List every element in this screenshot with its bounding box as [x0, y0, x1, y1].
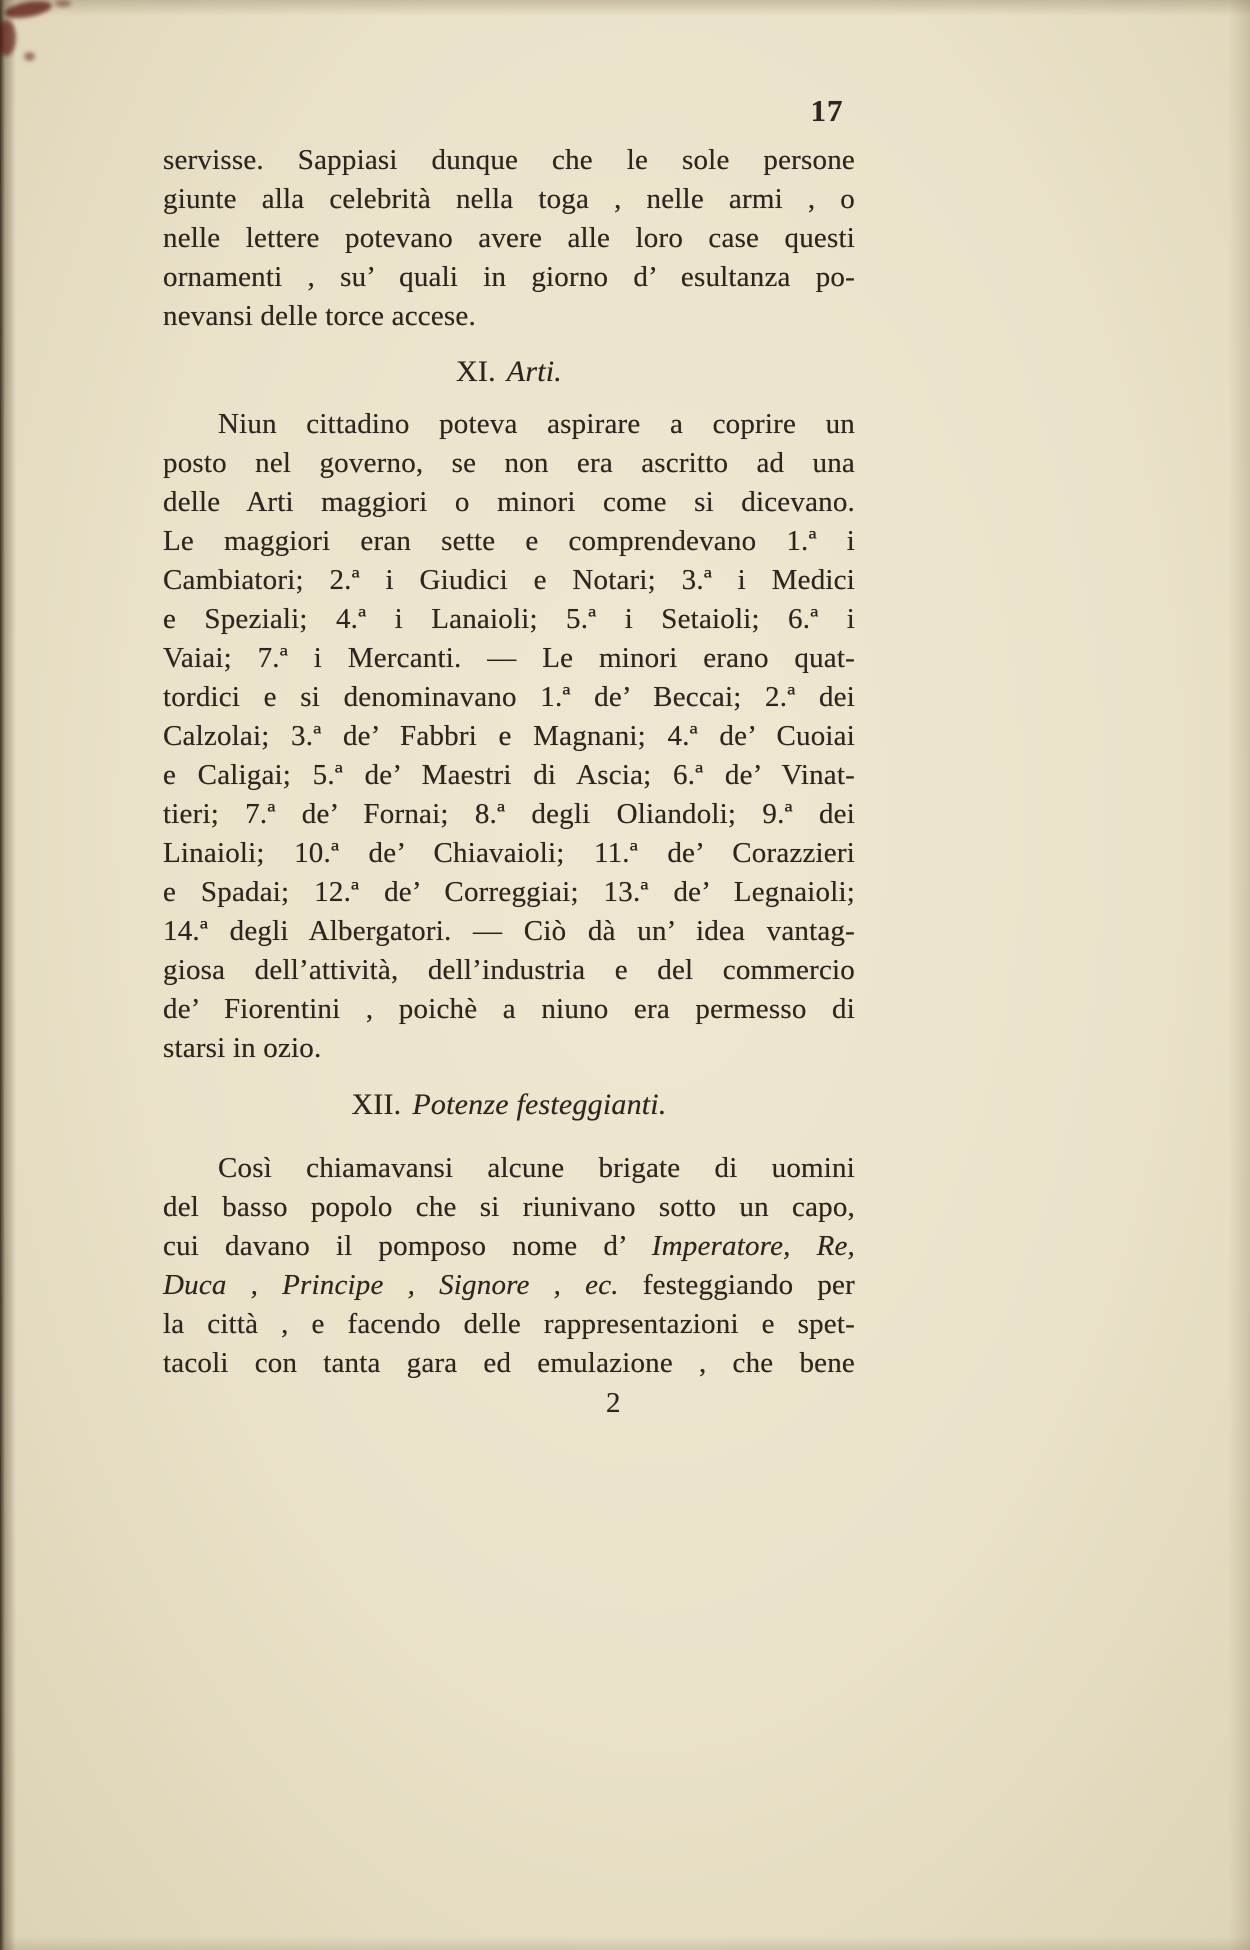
section-heading-potenze	[163, 1085, 855, 1125]
text-line	[163, 141, 855, 180]
text-line	[163, 483, 855, 522]
page-number: 17	[810, 93, 844, 128]
text-segment: de’ Fiorentini , poichè a niuno era permesso di	[163, 993, 855, 1025]
text-line	[163, 297, 855, 336]
section-heading-arti	[163, 352, 855, 392]
text-line	[163, 1227, 855, 1266]
text-line	[163, 873, 855, 912]
section-number: XI.	[456, 355, 496, 388]
text-line	[163, 522, 855, 561]
text-line	[163, 1029, 855, 1068]
paragraph-potenze-festeggianti	[163, 1149, 855, 1383]
text-segment: Vaiai; 7.ª i Mercanti. — Le minori erano quat-	[163, 642, 855, 674]
text-line	[163, 600, 855, 639]
text-line	[163, 219, 855, 258]
text-segment: festeggiando per	[618, 1269, 855, 1301]
text-segment: tieri; 7.ª de’ Fornai; 8.ª degli Oliandoli; 9.ª dei	[163, 798, 855, 830]
text-line	[163, 756, 855, 795]
text-segment: giunte alla celebrità nella toga , nelle armi , o	[163, 183, 855, 215]
text-segment: posto nel governo, se non era ascritto ad una	[163, 447, 855, 479]
text-segment: giosa dell’attività, dell’industria e del commercio	[163, 954, 855, 986]
text-line	[163, 258, 855, 297]
text-line	[163, 795, 855, 834]
italic-text-segment: Duca , Principe , Signore , ec.	[163, 1269, 619, 1301]
text-line	[163, 405, 855, 444]
paragraph-torce-accese	[163, 141, 855, 336]
text-segment: delle Arti maggiori o minori come si dicevano.	[163, 486, 855, 518]
text-line	[163, 951, 855, 990]
section-title: Arti.	[506, 355, 562, 388]
text-line	[163, 444, 855, 483]
section-number: XII.	[351, 1088, 402, 1121]
text-line	[163, 1149, 855, 1188]
text-line	[163, 639, 855, 678]
text-line	[163, 1188, 855, 1227]
text-line	[163, 1344, 855, 1383]
text-segment: Calzolai; 3.ª de’ Fabbri e Magnani; 4.ª de’ Cuoiai	[163, 720, 855, 752]
text-segment: la città , e facendo delle rappresentazioni e spet-	[163, 1308, 855, 1340]
text-segment: servisse. Sappiasi dunque che le sole persone	[163, 144, 855, 176]
text-line	[163, 1305, 855, 1344]
text-segment: Le maggiori eran sette e comprendevano 1.ª i	[163, 525, 855, 557]
corner-ink-stain	[55, 0, 71, 7]
text-segment: Niun cittadino poteva aspirare a coprire un	[218, 408, 855, 440]
section-title: Potenze festeggianti.	[412, 1088, 667, 1121]
text-segment: nelle lettere potevano avere alle loro case questi	[163, 222, 855, 254]
text-line	[163, 834, 855, 873]
text-line	[163, 990, 855, 1029]
text-line	[163, 678, 855, 717]
text-segment: Così chiamavansi alcune brigate di uomini	[218, 1152, 855, 1184]
text-line	[163, 561, 855, 600]
text-segment: ornamenti , su’ quali in giorno d’ esultanza po-	[163, 261, 855, 293]
text-line	[163, 180, 855, 219]
signature-mark: 2	[606, 1387, 621, 1419]
text-segment: cui davano il pomposo nome d’	[163, 1230, 652, 1262]
text-segment: 14.ª degli Albergatori. — Ciò dà un’ idea vantag-	[163, 915, 855, 947]
text-segment: tacoli con tanta gara ed emulazione , che bene	[163, 1347, 855, 1379]
text-segment: tordici e si denominavano 1.ª de’ Beccai; 2.ª dei	[163, 681, 855, 713]
text-segment: nevansi delle torce accese.	[163, 300, 476, 332]
text-line	[163, 717, 855, 756]
text-segment: Cambiatori; 2.ª i Giudici e Notari; 3.ª i Medici	[163, 564, 855, 596]
text-segment: e Caligai; 5.ª de’ Maestri di Ascia; 6.ª de’ Vinat-	[163, 759, 855, 791]
text-segment: starsi in ozio.	[163, 1032, 322, 1064]
paragraph-arti	[163, 405, 855, 1068]
italic-text-segment: Imperatore, Re,	[651, 1230, 856, 1262]
corner-ink-stain	[0, 20, 16, 56]
corner-ink-stain	[24, 52, 35, 61]
corner-ink-stain	[3, 0, 53, 21]
text-segment: Linaioli; 10.ª de’ Chiavaioli; 11.ª de’ Corazzieri	[163, 837, 855, 869]
text-segment: e Speziali; 4.ª i Lanaioli; 5.ª i Setaioli; 6.ª i	[163, 603, 855, 635]
text-segment: e Spadai; 12.ª de’ Correggiai; 13.ª de’ Legnaioli;	[163, 876, 855, 908]
text-segment: del basso popolo che si riunivano sotto un capo,	[163, 1191, 855, 1223]
text-line	[163, 1266, 855, 1305]
text-line	[163, 912, 855, 951]
text-block	[163, 141, 855, 1423]
